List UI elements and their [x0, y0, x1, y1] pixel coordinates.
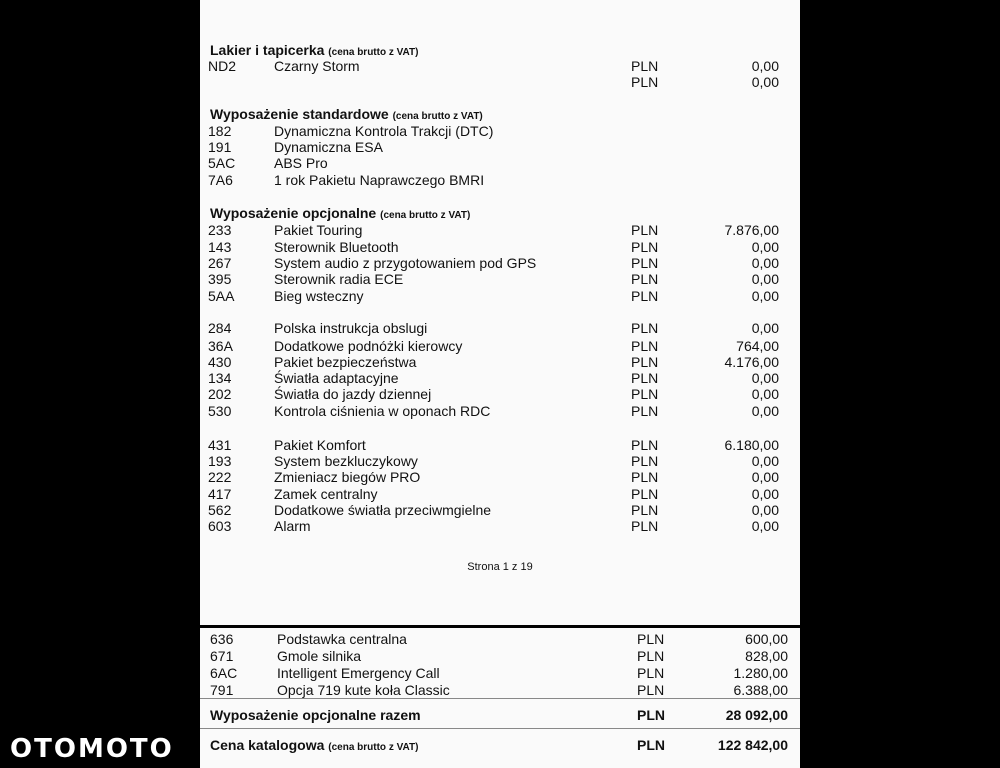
table-row — [200, 469, 800, 485]
table-row — [200, 502, 800, 518]
row-amt: 0,00 — [751, 58, 779, 74]
row-desc: System audio z przygotowaniem pod GPS — [274, 255, 537, 271]
total-catalog-amount: 122 842,00 — [717, 737, 788, 753]
row-desc: Dynamiczna ESA — [274, 139, 383, 155]
row-cur: PLN — [631, 518, 659, 534]
row-desc: Pakiet Touring — [274, 222, 363, 238]
row-desc: Dodatkowe światła przeciwmgielne — [274, 502, 492, 518]
price-page-1 — [200, 0, 800, 625]
row-desc: Polska instrukcja obslugi — [274, 320, 428, 336]
row-desc: Sterownik radia ECE — [274, 271, 404, 287]
row-cur: PLN — [631, 255, 659, 271]
row-cur: PLN — [637, 682, 665, 698]
row-desc: Czarny Storm — [274, 58, 360, 74]
row-code: 193 — [208, 453, 232, 469]
table-row — [200, 437, 800, 453]
row-cur: PLN — [631, 338, 659, 354]
row-amt: 0,00 — [751, 486, 779, 502]
row-desc: Zamek centralny — [274, 486, 378, 502]
table-row — [200, 139, 800, 155]
page-number: Strona 1 z 19 — [467, 561, 533, 573]
table-row — [200, 453, 800, 469]
row-code: 222 — [208, 469, 232, 485]
table-row — [200, 386, 800, 402]
row-cur: PLN — [631, 222, 659, 238]
row-code: 671 — [210, 648, 234, 664]
table-row — [200, 648, 800, 664]
table-row — [200, 255, 800, 271]
row-code: 791 — [210, 682, 234, 698]
row-desc: Bieg wsteczny — [274, 288, 364, 304]
row-amt: 1.280,00 — [733, 665, 788, 681]
total-catalog-currency: PLN — [637, 737, 665, 753]
row-amt: 0,00 — [751, 320, 779, 336]
row-cur: PLN — [631, 58, 659, 74]
row-code: 431 — [208, 437, 232, 453]
row-cur: PLN — [631, 403, 659, 419]
total-options-currency: PLN — [637, 707, 665, 723]
row-desc: Dodatkowe podnóżki kierowcy — [274, 338, 463, 354]
row-code: 134 — [208, 370, 232, 386]
row-code: 395 — [208, 271, 232, 287]
table-row — [200, 288, 800, 304]
row-amt: 0,00 — [751, 370, 779, 386]
row-amt: 0,00 — [751, 271, 779, 287]
row-desc: Intelligent Emergency Call — [277, 665, 440, 681]
row-desc: Zmieniacz biegów PRO — [274, 469, 421, 485]
row-desc: Pakiet Komfort — [274, 437, 366, 453]
table-row — [200, 123, 800, 139]
row-code: 5AC — [208, 155, 236, 171]
row-amt: 7.876,00 — [724, 222, 779, 238]
total-catalog-row — [200, 728, 800, 759]
row-cur: PLN — [631, 386, 659, 402]
section-title-optional: Wyposażenie opcjonalne (cena brutto z VAT) — [210, 205, 471, 221]
row-desc: Alarm — [274, 518, 311, 534]
total-options-row — [200, 698, 800, 729]
row-code: 233 — [208, 222, 232, 238]
table-row — [200, 370, 800, 386]
table-row — [200, 403, 800, 419]
row-desc: Sterownik Bluetooth — [274, 239, 399, 255]
row-amt: 0,00 — [751, 453, 779, 469]
table-row — [200, 74, 800, 90]
row-amt: 0,00 — [751, 74, 779, 90]
row-code: 6AC — [210, 665, 238, 681]
row-code: 7A6 — [208, 172, 233, 188]
table-row — [200, 239, 800, 255]
table-row — [200, 665, 800, 681]
row-desc: Światła adaptacyjne — [274, 370, 399, 386]
row-code: 267 — [208, 255, 232, 271]
table-row — [200, 155, 800, 171]
row-code: 143 — [208, 239, 232, 255]
row-amt: 0,00 — [751, 255, 779, 271]
row-cur: PLN — [631, 239, 659, 255]
row-amt: 6.388,00 — [733, 682, 788, 698]
row-cur: PLN — [637, 665, 665, 681]
row-amt: 0,00 — [751, 403, 779, 419]
table-row — [200, 58, 800, 74]
table-row — [200, 172, 800, 188]
row-amt: 600,00 — [745, 631, 788, 647]
row-code: 603 — [208, 518, 232, 534]
price-page-2 — [200, 628, 800, 768]
row-cur: PLN — [631, 320, 659, 336]
row-desc: Światła do jazdy dziennej — [274, 386, 432, 402]
row-amt: 4.176,00 — [724, 354, 779, 370]
row-amt: 828,00 — [745, 648, 788, 664]
table-row — [200, 682, 800, 698]
row-code: 284 — [208, 320, 232, 336]
row-code: 182 — [208, 123, 232, 139]
total-options-label: Wyposażenie opcjonalne razem — [210, 707, 421, 723]
row-code: 562 — [208, 502, 232, 518]
section-title-standard: Wyposażenie standardowe (cena brutto z VAT) — [210, 106, 483, 122]
row-amt: 0,00 — [751, 239, 779, 255]
row-desc: 1 rok Pakietu Naprawczego BMRI — [274, 172, 485, 188]
row-cur: PLN — [631, 453, 659, 469]
table-row — [200, 486, 800, 502]
row-cur: PLN — [631, 288, 659, 304]
row-desc: System bezkluczykowy — [274, 453, 418, 469]
row-code: 417 — [208, 486, 232, 502]
table-row — [200, 271, 800, 287]
otomoto-watermark-logo: OTOMOTO — [10, 734, 174, 764]
row-desc: Pakiet bezpieczeństwa — [274, 354, 417, 370]
row-desc: Podstawka centralna — [277, 631, 407, 647]
row-desc: Dynamiczna Kontrola Trakcji (DTC) — [274, 123, 494, 139]
row-code: 636 — [210, 631, 234, 647]
row-code: 36A — [208, 338, 233, 354]
section-title-paint: Lakier i tapicerka (cena brutto z VAT) — [210, 42, 419, 58]
row-code: ND2 — [208, 58, 237, 74]
row-cur: PLN — [631, 469, 659, 485]
row-amt: 0,00 — [751, 469, 779, 485]
row-code: 5AA — [208, 288, 235, 304]
row-cur: PLN — [631, 271, 659, 287]
row-desc: ABS Pro — [274, 155, 328, 171]
table-row — [200, 320, 800, 336]
table-row — [200, 222, 800, 238]
row-cur: PLN — [637, 648, 665, 664]
row-cur: PLN — [631, 437, 659, 453]
table-row — [200, 631, 800, 647]
total-catalog-label: Cena katalogowa (cena brutto z VAT) — [210, 737, 419, 753]
row-cur: PLN — [631, 354, 659, 370]
row-code: 430 — [208, 354, 232, 370]
row-desc: Gmole silnika — [277, 648, 362, 664]
row-cur: PLN — [631, 486, 659, 502]
row-desc: Kontrola ciśnienia w oponach RDC — [274, 403, 491, 419]
row-amt: 6.180,00 — [724, 437, 779, 453]
row-amt: 0,00 — [751, 502, 779, 518]
row-code: 530 — [208, 403, 232, 419]
row-code: 191 — [208, 139, 232, 155]
row-cur: PLN — [631, 502, 659, 518]
row-cur: PLN — [631, 74, 659, 90]
row-cur: PLN — [637, 631, 665, 647]
table-row — [200, 518, 800, 534]
row-cur: PLN — [631, 370, 659, 386]
table-row — [200, 338, 800, 354]
row-amt: 0,00 — [751, 518, 779, 534]
row-amt: 0,00 — [751, 288, 779, 304]
row-amt: 764,00 — [736, 338, 779, 354]
row-code: 202 — [208, 386, 232, 402]
total-options-amount: 28 092,00 — [725, 707, 788, 723]
row-desc: Opcja 719 kute koła Classic — [277, 682, 450, 698]
table-row — [200, 354, 800, 370]
row-amt: 0,00 — [751, 386, 779, 402]
